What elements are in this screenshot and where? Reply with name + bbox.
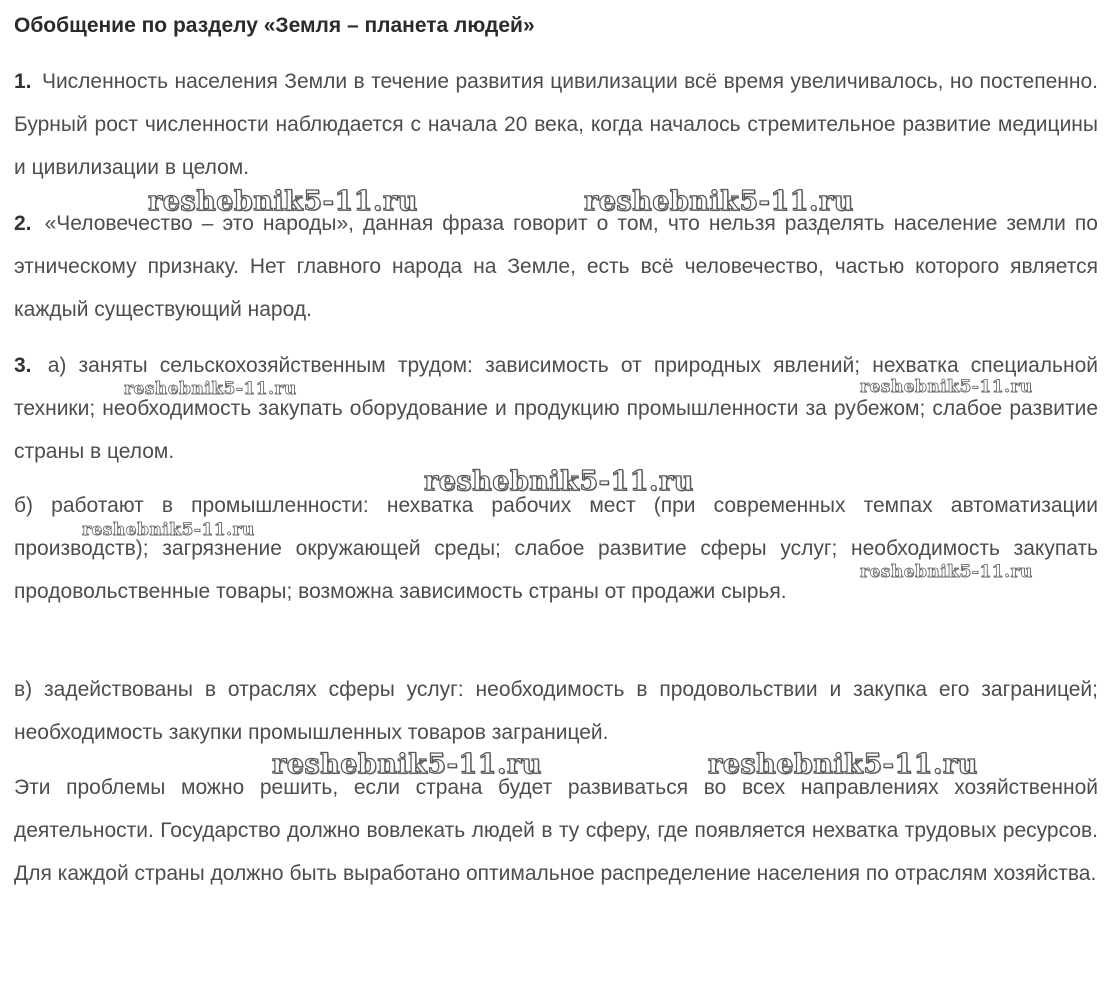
paragraph-1 [14,60,1098,189]
watermark: reshebnik5-11.ru [860,377,1033,397]
paragraph-number: 3. [14,354,32,377]
paragraph-3a [14,344,1098,473]
watermark: reshebnik5-11.ru [82,520,255,540]
paragraph-text: «Человечество – это народы», данная фраза говорит о том, что нельзя разделять население земли по этническому признаку. Нет главного народа на Земле, есть всё человечество, частью которого является каждый существующий народ. [14,212,1098,321]
watermark: reshebnik5-11.ru [708,749,978,780]
page-title: Обобщение по разделу «Земля – планета людей» [14,14,535,37]
paragraph-number: 1. [14,70,32,93]
paragraph-3b [14,484,1098,613]
paragraph-3c [14,668,1098,754]
paragraph-number: 2. [14,212,32,235]
paragraph-text: Эти проблемы можно решить, если страна будет развиваться во всех направлениях хозяйственной деятельности. Государство должно вовлекать людей в ту сферу, где появляется нехватка трудовых ресурсов. Для каждой страны должно быть выработано оптимальное распределение населения по отраслям хозяйства. [14,776,1098,885]
paragraph-text: в) задействованы в отраслях сферы услуг: необходимость в продовольствии и закупка его заграницей; необходимость закупки промышленных товаров заграницей. [14,678,1098,744]
watermark: reshebnik5-11.ru [272,749,542,780]
paragraph-text: Численность населения Земли в течение развития цивилизации всё время увеличивалось, но постепенно. Бурный рост численности наблюдается с начала 20 века, когда началось стремительное развитие медицины и цивилизации в целом. [14,70,1098,179]
watermark: reshebnik5-11.ru [860,562,1033,582]
watermark: reshebnik5-11.ru [424,466,694,497]
paragraph-conclusion [14,766,1098,895]
paragraph-text: б) работают в промышленности: нехватка рабочих мест (при современных темпах автоматизации производств); загрязнение окружающей среды; слабое развитие сферы услуг; необходимость закупать продовольственные товары; возможна зависимость страны от продажи сырья. [14,494,1098,603]
watermark: reshebnik5-11.ru [584,186,854,217]
watermark: reshebnik5-11.ru [148,186,418,217]
paragraph-text: а) заняты сельскохозяйственным трудом: зависимость от природных явлений; нехватка специальной техники; необходимость закупать оборудование и продукцию промышленности за рубежом; слабое развитие страны в целом. [14,354,1098,463]
paragraph-2 [14,202,1098,331]
watermark: reshebnik5-11.ru [124,379,297,399]
